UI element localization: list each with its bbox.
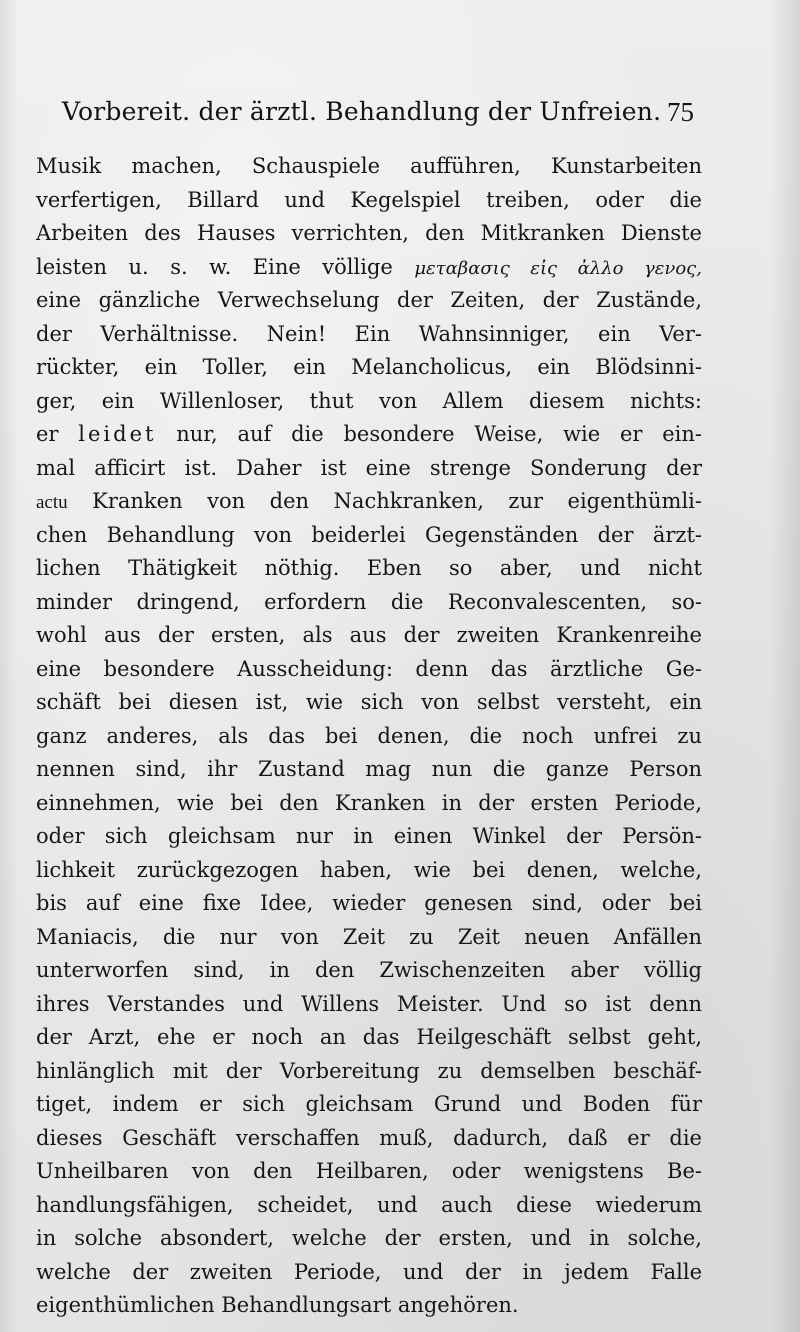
text-run: ihres Verstandes und Willens Meister. Und so ist denn [36,991,702,1016]
text-run: dieses Geschäft verschaffen muß, dadurch, daß er die [36,1125,702,1150]
text-run: chen Behandlung von beiderlei Gegenständen der ärzt- [36,522,702,547]
text-line [36,217,702,251]
text-run: in solche absondert, welche der ersten, und in solche, [36,1226,702,1250]
text-line [36,184,702,218]
text-run: hinlänglich mit der Vorbereitung zu demselben beschäf- [36,1058,702,1083]
text-run: eine besondere Ausscheidung: denn das ärztliche Ge- [36,656,702,681]
text-run: verfertigen, Billard und Kegelspiel treiben, oder die [36,187,702,212]
text-run: Maniacis, die nur von Zeit zu Zeit neuen Anfällen [36,924,702,949]
text-run: nennen sind, ihr Zustand mag nun die ganze Person [36,757,702,781]
text-run: leisten u. s. w. Eine völlige [36,254,415,279]
text-line [36,485,702,519]
text-line [36,586,702,620]
text-run: mal afficirt ist. Daher ist eine strenge Sonderung der [36,455,702,480]
text-run: minder dringend, erfordern die Reconvalescenten, so- [36,589,702,614]
text-line [36,452,702,486]
text-line [36,1122,702,1156]
text-line [36,887,702,921]
text-run: eigenthümlichen Behandlungsart angehören. [36,1293,519,1317]
text-run: oder sich gleichsam nur in einen Winkel der Persön- [36,824,702,848]
text-line [36,351,702,385]
greek-phrase: μεταβασις εἰς ἀλλο γενος, [414,257,702,279]
text-line [36,519,702,553]
text-line [36,385,702,419]
text-line [36,921,702,955]
text-run: unterworfen sind, in den Zwischenzeiten aber völlig [36,958,702,982]
text-line [36,820,702,854]
text-run: rückter, ein Toller, ein Melancholicus, ein Blödsinni- [36,355,702,379]
text-line [36,1021,702,1055]
text-line [36,787,702,821]
text-line [36,1222,702,1256]
text-run: ger, ein Willenloser, thut von Allem diesem nichts: [36,388,702,413]
text-line [36,753,702,787]
text-line [36,1155,702,1189]
text-line [36,854,702,888]
emphasized-word: leidet [78,422,157,446]
page-number: 75 [667,97,694,127]
page-edge-shadow [770,0,800,1332]
text-run: Arbeiten des Hauses verrichten, den Mitkranken Dienste [36,221,702,245]
text-run: schäft bei diesen ist, wie sich von selbst versteht, ein [36,690,702,714]
text-run: actu [36,492,68,513]
text-run: Kranken von den Nachkranken, zur eigenthümli- [67,489,702,513]
text-line [36,1055,702,1089]
text-run: nur, auf die besondere Weise, wie er ein- [156,422,702,446]
text-run: Musik machen, Schauspiele aufführen, Kunstarbeiten [36,154,702,178]
text-run: der Arzt, ehe er noch an das Heilgeschäft selbst geht, [36,1025,702,1049]
text-line [36,988,702,1022]
text-line [36,251,702,285]
text-line [36,552,702,586]
text-line [36,1189,702,1223]
body-text [36,150,702,1323]
text-run: eine gänzliche Verwechselung der Zeiten, der Zustände, [36,288,702,312]
text-run: wohl aus der ersten, als aus der zweiten Krankenreihe [36,623,702,647]
text-line [36,653,702,687]
text-line [36,418,702,452]
text-line [36,1289,702,1323]
text-run: Unheilbaren von den Heilbaren, oder wenigstens Be- [36,1159,702,1183]
gutter-shadow [0,0,18,1332]
text-line [36,720,702,754]
text-line [36,1088,702,1122]
text-run: bis auf eine fixe Idee, wieder genesen sind, oder bei [36,891,702,915]
text-line [36,150,702,184]
page-header [62,90,694,134]
text-run: lichkeit zurückgezogen haben, wie bei denen, welche, [36,857,702,882]
text-run: tiget, indem er sich gleichsam Grund und Boden für [36,1092,702,1116]
text-run: ganz anderes, als das bei denen, die noch unfrei zu [36,723,702,748]
text-run: lichen Thätigkeit nöthig. Eben so aber, und nicht [36,556,702,580]
text-line [36,1256,702,1290]
text-line [36,686,702,720]
text-line [36,318,702,352]
text-line [36,954,702,988]
running-head: Vorbereit. der ärztl. Behandlung der Unfreien. [62,97,662,126]
text-run: einnehmen, wie bei den Kranken in der ersten Periode, [36,790,702,815]
text-run: er [36,422,79,446]
text-line [36,619,702,653]
text-line [36,284,702,318]
text-run: handlungsfähigen, scheidet, und auch diese wiederum [36,1192,702,1217]
text-run: der Verhältnisse. Nein! Ein Wahnsinniger, ein Ver- [36,321,702,346]
text-run: welche der zweiten Periode, und der in jedem Falle [36,1259,702,1284]
